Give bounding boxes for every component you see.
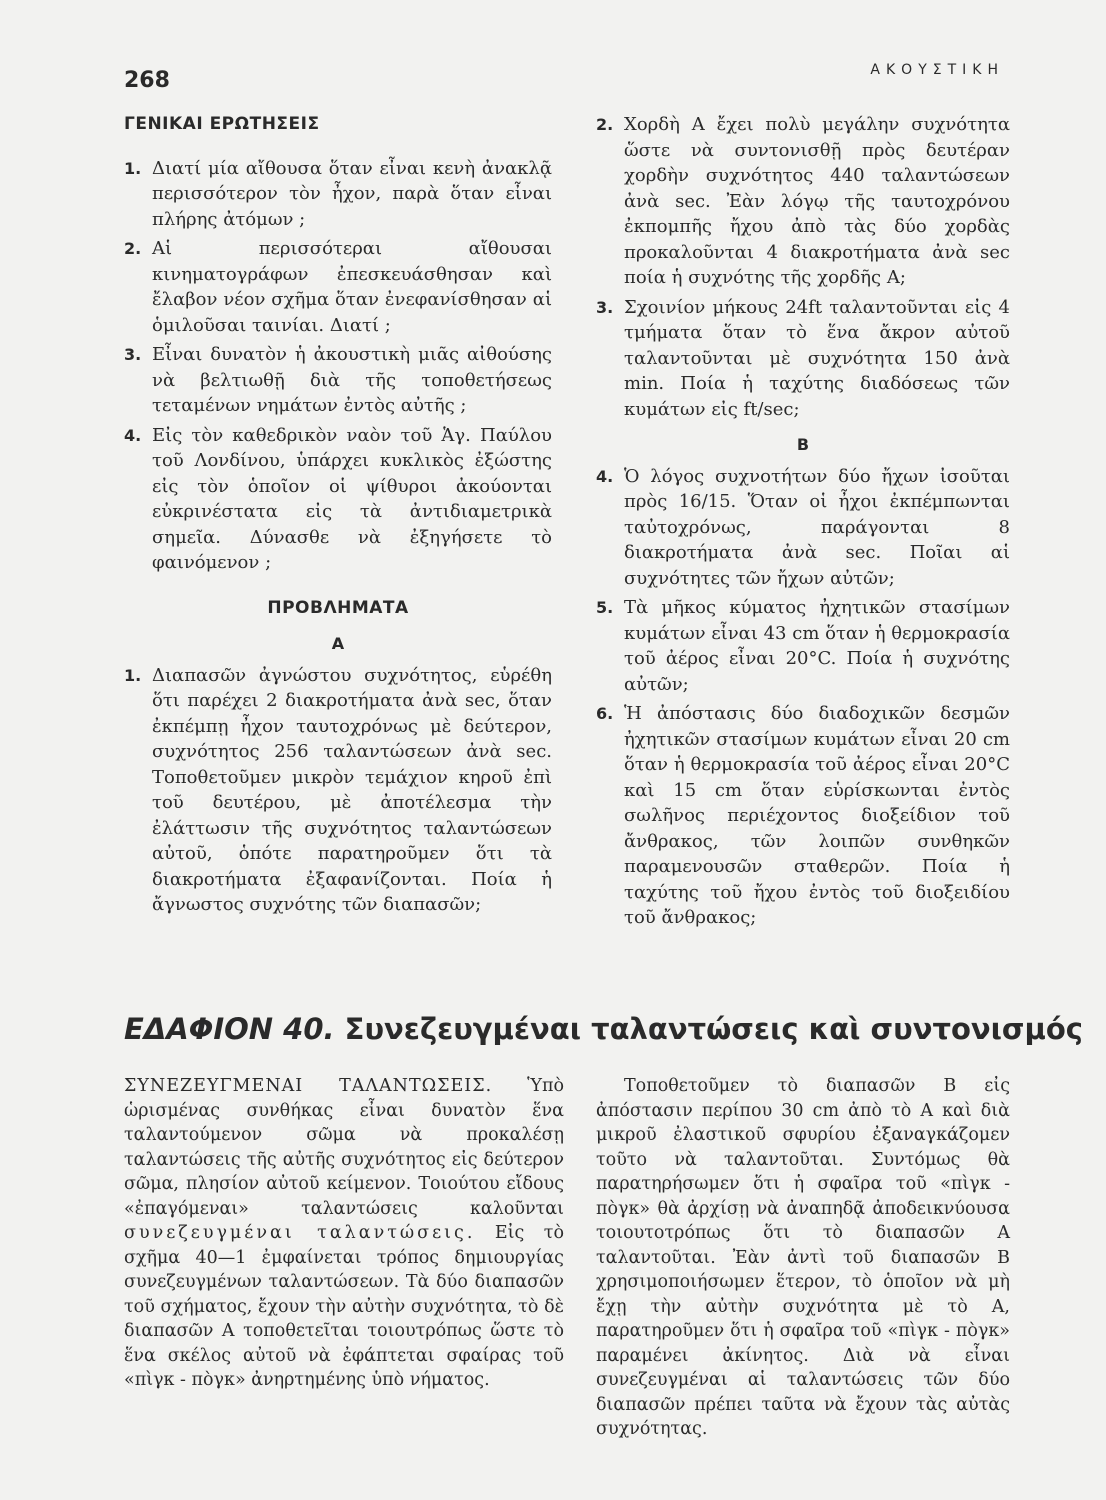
question-text: Εἰς τὸν καθεδρικὸν ναὸν τοῦ Ἁγ. Παύλου τοῦ Λονδίνου, ὑπάρχει κυκλικὸς ἐξώστης εἰς τὸν ὁποῖον οἱ ψίθυροι ἀκούονται εὐκρινέστατα εἰς τὰ ἀντιδιαμετρικὰ σημεῖα. Δύνασθε νὰ ἐξηγήσετε τὸ φαινόμενον ; [152, 424, 552, 573]
problem-item [596, 112, 1010, 291]
question-number: 2. [124, 239, 142, 258]
chapter-heading [124, 1012, 1083, 1046]
problem-number: 6. [596, 704, 614, 723]
chapter-title: Συνεζευγμέναι ταλαντώσεις καὶ συντονισμός [344, 1012, 1083, 1046]
problem-number: 3. [596, 297, 614, 317]
emphasized-term: συνεζευγμέναι ταλαντώσεις. [124, 1223, 476, 1243]
question-text: Διατί μία αἴθουσα ὅταν εἶναι κενὴ ἀνακλᾷ περισσότερον τὸν ἦχον, παρὰ ὅταν εἶναι πλήρης ἀτόμων ; [152, 157, 552, 230]
question-number: 1. [124, 158, 142, 178]
problem-item [596, 595, 1010, 697]
left-column [124, 112, 552, 922]
problem-item [124, 663, 552, 918]
body-text: Εἰς τὸ σχῆμα 40—1 ἐμφαίνεται τρόπος δημιουργίας συνεζευγμένων ταλαντώσεων. Τὰ δύο διαπασῶν τοῦ σχήματος, ἔχουν τὴν αὐτὴν συχνότητα, τὸ δὲ διαπασῶν Α τοποθετεῖται τοιουτρόπως ὥστε τὸ ἕνα σκέλος αὐτοῦ νὰ ἐφάπτεται σφαίρας τοῦ «πὶγκ - πὸγκ» ἀνηρτημένης ὑπὸ νήματος. [124, 1223, 564, 1390]
chapter-label: ΕΔΑΦΙΟΝ 40. [124, 1012, 335, 1046]
right-column [596, 112, 1010, 935]
question-item [124, 423, 552, 576]
problem-text: Χορδὴ Α ἔχει πολὺ μεγάλην συχνότητα ὥστε νὰ συντονισθῇ πρὸς δευτέραν χορδὴν συχνότητος 440 ταλαντώσεων ἀνὰ sec. Ἐὰν λόγῳ τῆς ταυτοχρόνου ἐκπομπῆς ἤχου ἀπὸ τὰς δύο χορδὰς προκαλοῦνται 4 διακροτήματα ἀνὰ sec ποία ἡ συχνότης τῆς χορδῆς Α; [624, 114, 1010, 288]
problem-number: 1. [124, 665, 142, 685]
body-text: Τοποθετοῦμεν τὸ διαπασῶν Β εἰς ἀπόστασιν περίπου 30 cm ἀπὸ τὸ Α καὶ διὰ μικροῦ ἐλαστικοῦ σφυρίου ἐξαναγκάζομεν τοῦτο νὰ ταλαντοῦται. Συντόμως θὰ παρατηρήσωμεν ὅτι ἡ σφαῖρα τοῦ «πὶγκ - πὸγκ» θὰ ἀρχίσῃ νὰ ἀναπηδᾷ ἀποδεικνύουσα τοιουτοτρόπως ὅτι τὸ διαπασῶν Α ταλαντοῦται. Ἐὰν ἀντὶ τοῦ διαπασῶν Β χρησιμοποιήσωμεν ἕτερον, τὸ ὁποῖον νὰ μὴ ἔχῃ τὴν αὐτὴν συχνότητα μὲ τὸ Α, παρατηροῦμεν ὅτι ἡ σφαῖρα τοῦ «πὶγκ - πὸγκ» παραμένει ἀκίνητος. Διὰ νὰ εἶναι συνεζευγμέναι αἱ ταλαντώσεις τῶν δύο διαπασῶν πρέπει ταῦτα νὰ ἔχουν τὰς αὐτὰς συχνότητας. [596, 1076, 1010, 1439]
question-item [124, 342, 552, 419]
body-text: Ὑπὸ ὡρισμένας συνθήκας εἶναι δυνατὸν ἕνα ταλαντούμενον σῶμα νὰ προκαλέσῃ ταλαντώσεις τῆς αὐτῆς συχνότητος εἰς δεύτερον σῶμα, πλησίον αὐτοῦ κείμενον. Τοιούτου εἴδους «ἐπαγόμεναι» ταλαντώσεις καλοῦνται [124, 1076, 564, 1219]
question-item [124, 156, 552, 233]
problem-item [596, 701, 1010, 931]
problems-group-b-label: Β [796, 435, 810, 454]
problem-text: Διαπασῶν ἀγνώστου συχνότητος, εὑρέθη ὅτι παρέχει 2 διακροτήματα ἀνὰ sec, ὅταν ἐκπέμπῃ ἦχον ταυτοχρόνως μὲ δεύτερον, συχνότητος 256 ταλαντώσεων ἀνὰ sec. Τοποθετοῦμεν μικρὸν τεμάχιον κηροῦ ἐπὶ τοῦ δευτέρου, μὲ ἀποτέλεσμα τὴν ἐλάττωσιν τῆς συχνότητος ταλαντώσεων αὐτοῦ, ὁπότε παρατηροῦμεν ὅτι τὰ διακροτήματα ἐξαφανίζονται. Ποία ἡ ἄγνωστος συχνότης τῶν διαπασῶν; [152, 664, 552, 915]
body-right-column [596, 1074, 1010, 1442]
problem-item [596, 295, 1010, 423]
problem-number: 2. [596, 115, 614, 134]
problem-item [596, 464, 1010, 592]
problem-text: Σχοινίον μήκους 24ft ταλαντοῦνται εἰς 4 τμήματα ὅταν τὸ ἕνα ἄκρον αὐτοῦ ταλαντοῦνται μὲ συχνότητα 150 ἀνὰ min. Ποία ἡ ταχύτης διαδόσεως τῶν κυμάτων εἰς ft/sec; [624, 296, 1010, 420]
problem-text: Τὰ μῆκος κύματος ἠχητικῶν στασίμων κυμάτων εἶναι 43 cm ὅταν ἡ θερμοκρασία τοῦ ἀέρος εἶναι 20°C. Ποία ἡ συχνότης αὐτῶν; [624, 597, 1010, 695]
problem-text: Ἡ ἀπόστασις δύο διαδοχικῶν δεσμῶν ἠχητικῶν στασίμων κυμάτων εἶναι 20 cm ὅταν ἡ θερμοκρασία τοῦ ἀέρος εἶναι 20°C καὶ 15 cm ὅταν εὑρίσκωνται ἐντὸς σωλῆνος περιέχοντος διοξείδιον τοῦ ἄνθρακος, τῶν λοιπῶν συνθηκῶν παραμενουσῶν σταθερῶν. Ποία ἡ ταχύτης τοῦ ἤχου ἐντὸς τοῦ διοξειδίου τοῦ ἄνθρακος; [624, 703, 1010, 928]
problem-number: 4. [596, 466, 614, 486]
problem-number: 5. [596, 598, 614, 617]
question-item [124, 236, 552, 338]
body-left-column [124, 1074, 564, 1393]
question-number: 4. [124, 425, 142, 445]
general-questions-heading: ΓΕΝΙΚΑΙ ΕΡΩΤΗΣΕΙΣ [124, 114, 320, 134]
running-head: ΑΚΟΥΣΤΙΚΗ [870, 62, 1004, 78]
problems-heading: ΠΡΟΒΛΗΜΑΤΑ [267, 597, 409, 618]
page-number: 268 [124, 68, 170, 93]
section-heading: ΣΥΝΕΖΕΥΓΜΕΝΑΙ ΤΑΛΑΝΤΩΣΕΙΣ. [124, 1076, 493, 1096]
question-text: Αἱ περισσότεραι αἴθουσαι κινηματογράφων ἐπεσκευάσθησαν καὶ ἔλαβον νέον σχῆμα ὅταν ἐνεφανίσθησαν αἱ ὁμιλοῦσαι ταινίαι. Διατί ; [152, 238, 552, 336]
problems-group-a-label: Α [331, 634, 345, 653]
question-text: Εἶναι δυνατὸν ἡ ἀκουστικὴ μιᾶς αἰθούσης νὰ βελτιωθῇ διὰ τῆς τοποθετήσεως τεταμένων νημάτων ἐντὸς αὐτῆς ; [152, 344, 552, 416]
problem-text: Ὁ λόγος συχνοτήτων δύο ἤχων ἰσοῦται πρὸς 16/15. Ὅταν οἱ ἦχοι ἐκπέμπωνται ταὐτοχρόνως, παράγονται 8 διακροτήματα ἀνὰ sec. Ποῖαι αἱ συχνότητες τῶν ἤχων αὐτῶν; [624, 465, 1010, 589]
question-number: 3. [124, 345, 142, 364]
